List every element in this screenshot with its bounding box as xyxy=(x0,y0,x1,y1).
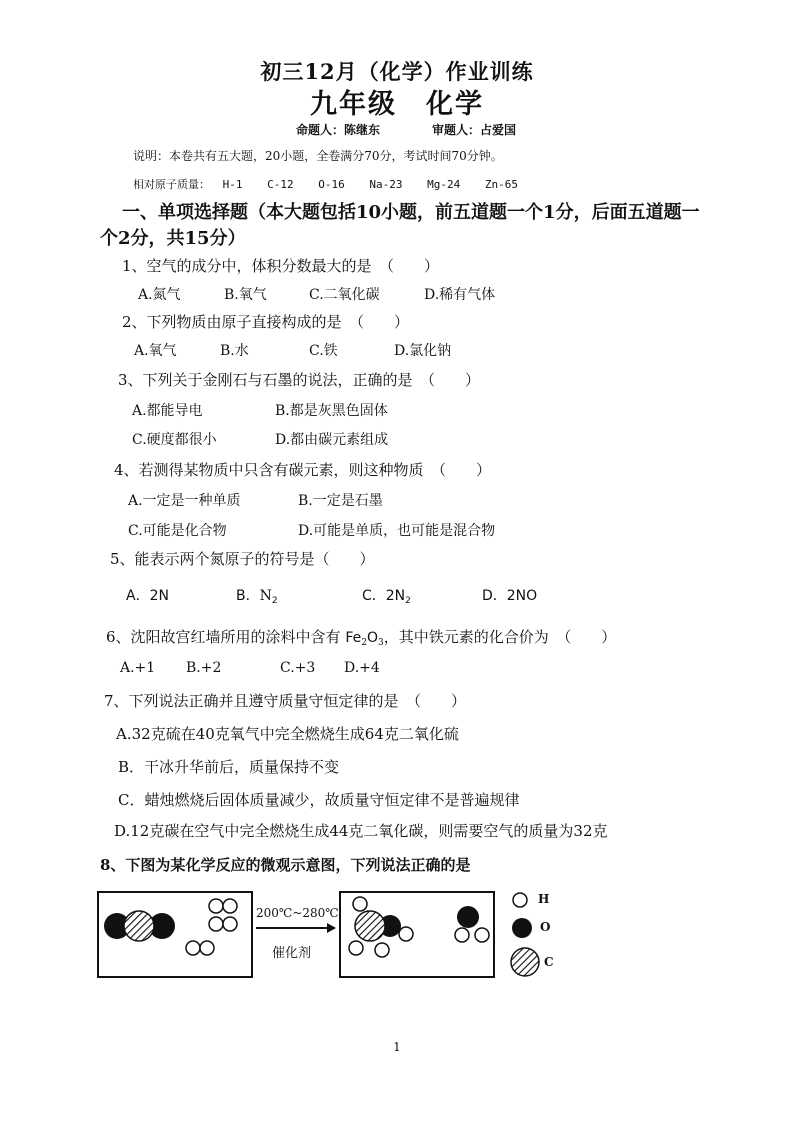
product-hydrogen-atom xyxy=(349,941,363,955)
product-oxygen-atom-water xyxy=(457,906,479,928)
legend-hydrogen-label: H xyxy=(538,892,550,906)
product-hydrogen-atom-water xyxy=(455,928,469,942)
q2-option-b: B.水 xyxy=(220,343,249,359)
q3-stem: 3、下列关于金刚石与石墨的说法，正确的是 （ ） xyxy=(118,371,481,389)
q3-option-b: B.都是灰黑色固体 xyxy=(275,403,388,419)
q4-option-c: C.可能是化合物 xyxy=(128,523,227,539)
q3-option-d: D.都由碳元素组成 xyxy=(275,432,389,448)
q3-option-a: A.都能导电 xyxy=(132,403,203,419)
q6-subscript-fe: 2 xyxy=(361,638,367,648)
reviewer: 审题人：占爱国 xyxy=(432,123,517,137)
q6-option-d: D.+4 xyxy=(344,660,380,676)
reactant-hydrogen-atom xyxy=(200,941,214,955)
q7-option-b: B．干冰升华前后，质量保持不变 xyxy=(118,758,340,776)
reactant-hydrogen-atom xyxy=(209,917,223,931)
legend-carbon-label: C xyxy=(544,955,554,969)
q1-option-d: D.稀有气体 xyxy=(424,287,496,303)
q7-option-a: A.32克硫在40克氧气中完全燃烧生成64克二氧化硫 xyxy=(116,725,459,743)
q6-option-c: C.+3 xyxy=(280,660,316,676)
section1-heading-line1: 一、单项选择题（本大题包括10小题，前五道题一个1分，后面五道题一 xyxy=(122,202,700,223)
reactant-hydrogen-atom xyxy=(209,899,223,913)
q6-option-b: B.+2 xyxy=(186,660,222,676)
q7-option-d: D.12克碳在空气中完全燃烧生成44克二氧化碳，则需要空气的质量为32克 xyxy=(114,822,608,840)
q6-stem-pre: 6、沈阳故宫红墙所用的涂料中含有 xyxy=(106,628,341,646)
q2-stem: 2、下列物质由原子直接构成的是 （ ） xyxy=(122,313,410,331)
q5-option-b-formula: N xyxy=(259,588,272,604)
q5-option-a: A．2N xyxy=(126,588,169,604)
section1-heading-line2: 个2分，共15分） xyxy=(100,228,246,249)
atomic-mass-o: O-16 xyxy=(318,178,345,191)
q1-option-a: A.氮气 xyxy=(138,287,181,303)
q7-stem: 7、下列说法正确并且遵守质量守恒定律的是 （ ） xyxy=(104,692,467,710)
legend-oxygen-label: O xyxy=(540,920,551,934)
reactant-hydrogen-atom xyxy=(223,899,237,913)
q1-option-b: B.氧气 xyxy=(224,287,267,303)
q5-option-c-formula: C．2N xyxy=(362,588,406,604)
product-carbon-atom xyxy=(355,911,385,941)
product-hydrogen-atom-water xyxy=(475,928,489,942)
q4-option-b: B.一定是石墨 xyxy=(298,493,383,509)
q5-option-b-prefix: B． xyxy=(236,588,260,604)
atomic-mass-h: H-1 xyxy=(222,178,243,191)
atomic-mass-mg: Mg-24 xyxy=(427,178,461,191)
product-hydrogen-atom xyxy=(399,927,413,941)
q2-option-d: D.氯化钠 xyxy=(394,343,452,359)
atomic-mass-zn: Zn-65 xyxy=(484,178,518,191)
q4-option-a: A.一定是一种单质 xyxy=(128,493,241,509)
reaction-condition-temperature: 200℃~280℃ xyxy=(256,906,339,920)
atomic-mass-label: 相对原子质量： xyxy=(133,178,210,191)
q5-option-b-subscript: 2 xyxy=(271,596,278,606)
product-hydrogen-atom xyxy=(353,897,367,911)
q6-formula-fe: Fe xyxy=(345,630,362,646)
q5-option-c-subscript: 2 xyxy=(405,596,411,606)
q4-option-d: D.可能是单质，也可能是混合物 xyxy=(298,523,496,539)
legend-carbon-icon xyxy=(511,948,539,976)
q1-option-c: C.二氧化碳 xyxy=(309,287,380,303)
atomic-mass-na: Na-23 xyxy=(369,178,403,191)
q2-option-c: C.铁 xyxy=(309,343,338,359)
q4-stem: 4、若测得某物质中只含有碳元素，则这种物质 （ ） xyxy=(114,461,492,479)
exam-note: 说明：本卷共有五大题，20小题，全卷满分70分，考试时间70分钟。 xyxy=(133,149,503,163)
reaction-condition-catalyst: 催化剂 xyxy=(272,946,312,961)
legend-oxygen-icon xyxy=(512,918,532,938)
q5-option-d: D．2NO xyxy=(482,588,538,604)
product-hydrogen-atom xyxy=(375,943,389,957)
page-number: 1 xyxy=(393,1040,401,1054)
reactant-carbon-atom xyxy=(124,911,154,941)
q6-option-a: A.+1 xyxy=(120,660,156,676)
q1-stem: 1、空气的成分中，体积分数最大的是 （ ） xyxy=(122,257,440,275)
q3-option-c: C.硬度都很小 xyxy=(132,432,217,448)
q8-stem: 8、下图为某化学反应的微观示意图，下列说法正确的是 xyxy=(100,856,471,874)
reactant-hydrogen-atom xyxy=(186,941,200,955)
q7-option-c: C．蜡烛燃烧后固体质量减少，故质量守恒定律不是普遍规律 xyxy=(118,791,520,809)
q6-stem-post: ，其中铁元素的化合价为 （ ） xyxy=(383,628,617,646)
q2-option-a: A.氧气 xyxy=(134,343,177,359)
page-title-line1: 初三12月（化学）作业训练 xyxy=(260,59,534,84)
atomic-mass-c: C-12 xyxy=(267,178,294,191)
legend-hydrogen-icon xyxy=(513,893,527,907)
reactant-hydrogen-atom xyxy=(223,917,237,931)
reaction-arrow-head xyxy=(327,923,336,933)
author: 命题人：陈继东 xyxy=(296,123,381,137)
q6-subscript-o: 3 xyxy=(378,638,384,648)
page-title-line2: 九年级 化学 xyxy=(310,89,484,120)
q5-stem: 5、能表示两个氮原子的符号是（ ） xyxy=(110,550,375,568)
q6-formula-o: O xyxy=(366,630,378,646)
